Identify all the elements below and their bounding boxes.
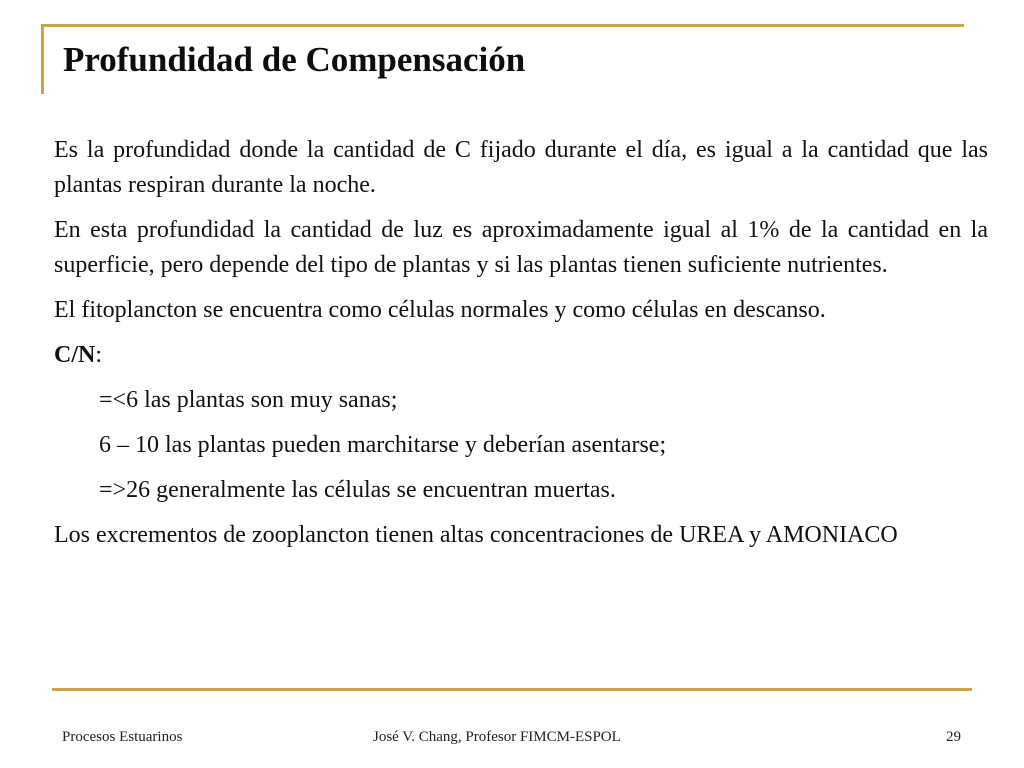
cn-item-healthy: =<6 las plantas son muy sanas; — [99, 387, 398, 413]
footer-divider-line — [52, 688, 972, 691]
slide-body — [54, 133, 988, 563]
paragraph-light-level: En esta profundidad la cantidad de luz es aproximadamente igual al 1% de la cantidad en la superficie, pero depende del tipo de plantas y si las plantas tienen suficiente nutrientes. — [54, 217, 988, 278]
footer-course-name: Procesos Estuarinos — [62, 729, 183, 745]
cn-item-wilting: 6 – 10 las plantas pueden marchitarse y deberían asentarse; — [99, 432, 667, 458]
cn-heading — [54, 338, 988, 373]
paragraph-definition: Es la profundidad donde la cantidad de C fijado durante el día, es igual a la cantidad que las plantas respiran durante la noche. — [54, 137, 988, 198]
paragraph-phytoplankton: El fitoplancton se encuentra como células normales y como células en descanso. — [54, 297, 826, 323]
paragraph-zooplankton: Los excrementos de zooplancton tienen altas concentraciones de UREA y AMONIACO — [54, 522, 898, 548]
slide-title: Profundidad de Compensación — [63, 40, 526, 79]
cn-label: C/N — [54, 342, 96, 368]
page-number: 29 — [946, 729, 961, 745]
title-accent-horizontal-line — [41, 24, 964, 27]
footer-author: José V. Chang, Profesor FIMCM-ESPOL — [373, 729, 621, 745]
title-accent-vertical-line — [41, 24, 44, 94]
cn-colon: : — [95, 342, 103, 368]
cn-item-dead: =>26 generalmente las células se encuentran muertas. — [99, 477, 616, 503]
